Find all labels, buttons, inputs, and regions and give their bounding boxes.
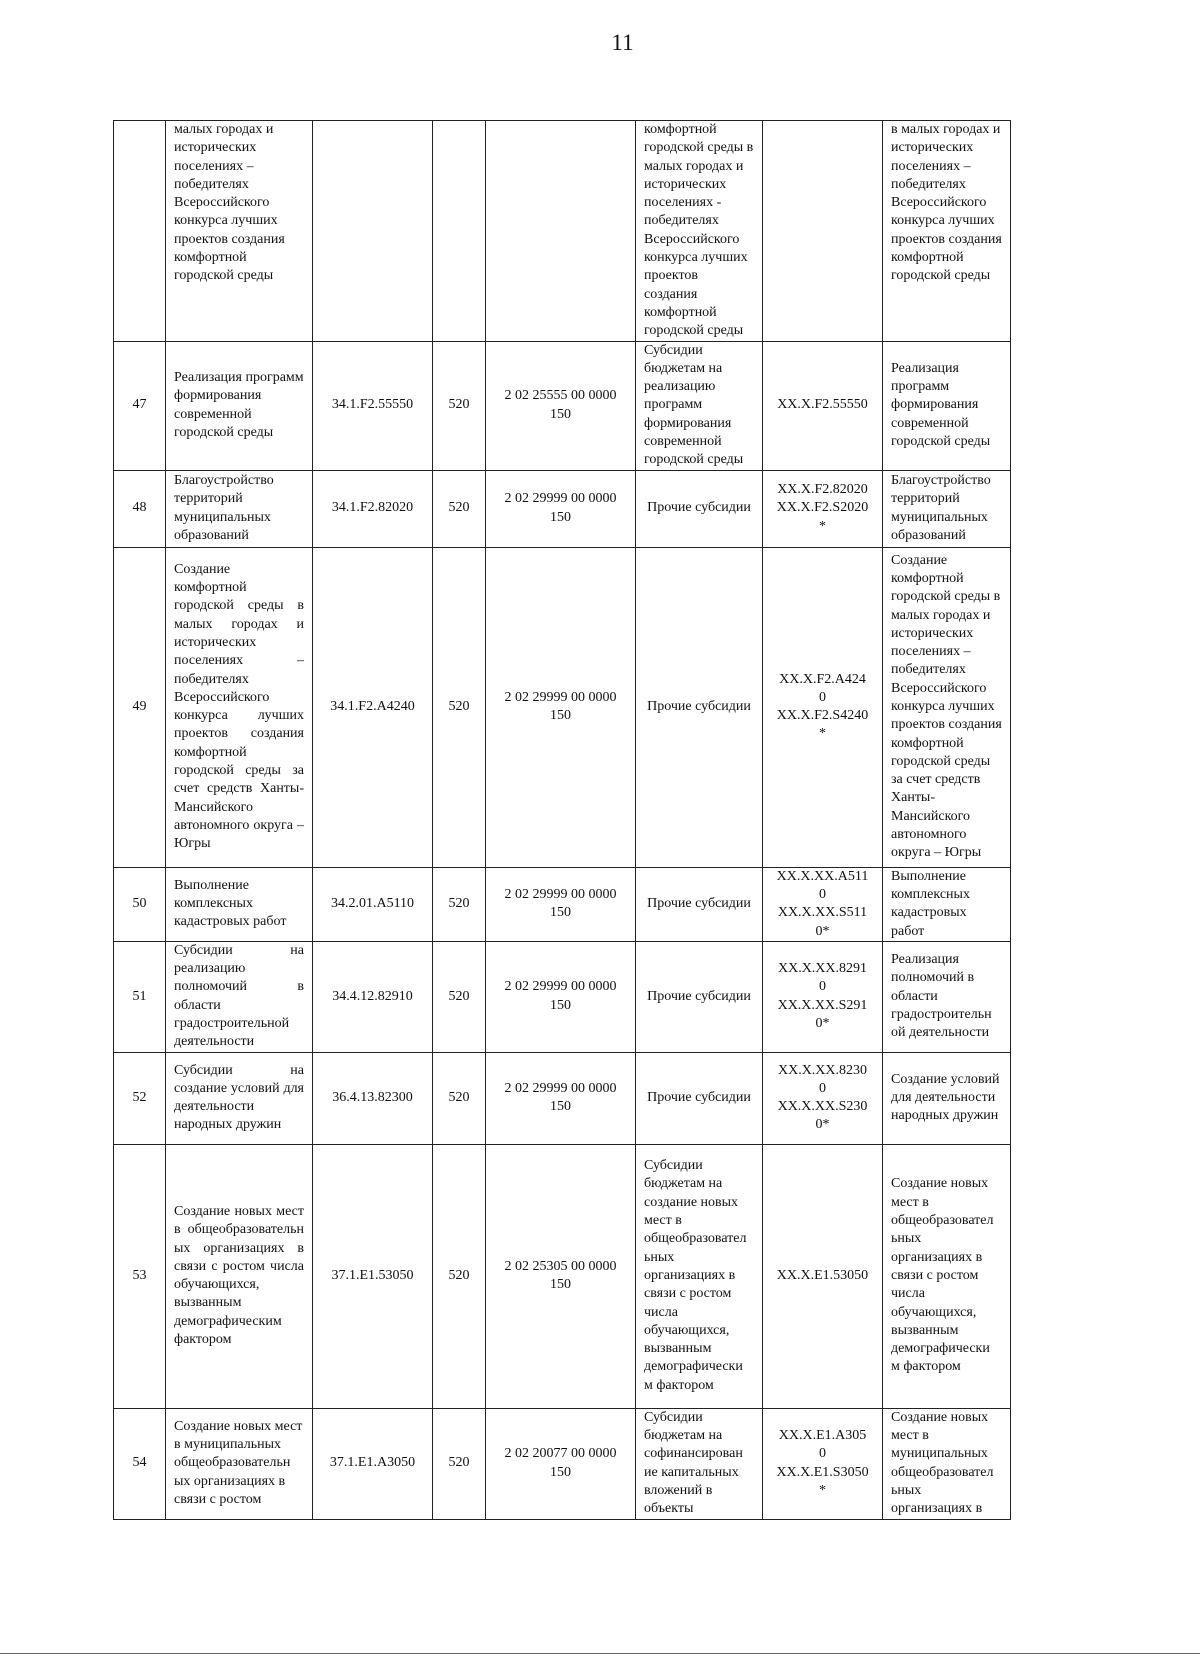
revenue-code: 2 02 29999 00 0000 150 [486,941,636,1052]
recipient-target-code [763,1052,883,1144]
table-row [114,1052,1011,1144]
revenue-code: 2 02 20077 00 0000 150 [486,1408,636,1519]
target-code-line: XX.X.XX.S291 [777,997,868,1013]
row-number [114,121,166,342]
subsidy-name: Субсидии бюджетам на создание новых мест в общеобразовател ьных организациях в связи с ростом числа обучающихся, вызванным демографически м фактором [636,1144,763,1408]
subsidy-name: комфортной городской среды в малых городах и исторических поселениях - победителях Всероссийского конкурса лучших проектов создания комфортной городской среды [636,121,763,342]
target-article-code [313,121,433,342]
expense-type [433,121,486,342]
row-number: 52 [114,1052,166,1144]
target-code-line: XX.X.F2.82020 [777,482,868,498]
subsidy-name: Прочие субсидии [636,1052,763,1144]
purpose: Создание новых мест в общеобразовател ьных организациях в связи с ростом числа обучающихся, вызванным демографически м фактором [883,1144,1011,1408]
subsidy-name: Субсидии бюджетам на реализацию программ формирования современной городской среды [636,341,763,470]
purpose: Благоустройство территорий муниципальных образований [883,470,1011,547]
recipient-target-code [763,470,883,547]
table-row [114,1144,1011,1408]
target-code-line: 0* [815,1016,830,1032]
measure-name: малых городах и исторических поселениях – победителях Всероссийского конкурса лучших проектов создания комфортной городской среды [166,121,313,342]
row-number: 53 [114,1144,166,1408]
recipient-target-code [763,1408,883,1519]
measure-name: Выполнение комплексных кадастровых работ [166,867,313,941]
revenue-code: 2 02 25555 00 0000 150 [486,341,636,470]
table-row [114,867,1011,941]
expense-type: 520 [433,941,486,1052]
revenue-code: 2 02 29999 00 0000 150 [486,547,636,867]
measure-name: Создание комфортной городской среды в малых городах и исторических поселениях – победителях Всероссийского конкурса лучших проектов создания комфортной городской среды за счет средств Ханты-Мансийского автономного округа – Югры [166,547,313,867]
table-row [114,470,1011,547]
measure-name: Реализация программ формирования современной городской среды [166,341,313,470]
expense-type: 520 [433,1052,486,1144]
target-article-code: 34.1.F2.55550 [313,341,433,470]
target-code-line: XX.X.F2.55550 [777,397,868,413]
row-number: 48 [114,470,166,547]
recipient-target-code [763,121,883,342]
target-code-line: 0 [819,1446,826,1462]
table-row [114,121,1011,342]
purpose: Выполнение комплексных кадастровых работ [883,867,1011,941]
table-row [114,1408,1011,1519]
target-code-line: XX.X.XX.A511 [776,868,869,884]
expense-type: 520 [433,1408,486,1519]
expense-type: 520 [433,547,486,867]
target-code-line: XX.X.XX.8230 [777,1062,868,1078]
row-number: 49 [114,547,166,867]
purpose: Создание условий для деятельности народных дружин [883,1052,1011,1144]
row-number: 50 [114,867,166,941]
purpose: Создание новых мест в муниципальных общеобразовател ьных организациях в [883,1408,1011,1519]
table-row [114,341,1011,470]
target-code-line: 0* [815,1117,830,1133]
subsidy-name: Прочие субсидии [636,867,763,941]
measure-name: Субсидии на реализацию полномочий в области градостроительной деятельности [166,941,313,1052]
table-row [114,547,1011,867]
recipient-target-code [763,941,883,1052]
target-article-code: 34.1.F2.82020 [313,470,433,547]
target-code-line: * [819,518,826,534]
budget-classification-table [113,120,1011,1520]
recipient-target-code [763,341,883,470]
target-code-line: 0 [819,1080,826,1096]
target-code-line: XX.X.XX.8291 [777,961,868,977]
expense-type: 520 [433,341,486,470]
expense-type: 520 [433,1144,486,1408]
purpose: Создание комфортной городской среды в малых городах и исторических поселениях – победителях Всероссийского конкурса лучших проектов создания комфортной городской среды за счет средств Ханты-Мансийского автономного округа – Югры [883,547,1011,867]
target-code-line: XX.X.XX.S511 [777,905,868,921]
expense-type: 520 [433,470,486,547]
target-article-code: 34.2.01.A5110 [313,867,433,941]
page-number: 11 [611,30,634,55]
row-number: 54 [114,1408,166,1519]
recipient-target-code [763,867,883,941]
target-code-line: XX.X.XX.S230 [777,1099,868,1115]
subsidy-name: Прочие субсидии [636,470,763,547]
purpose: Реализация полномочий в области градостроительн ой деятельности [883,941,1011,1052]
purpose: в малых городах и исторических поселениях – победителях Всероссийского конкурса лучших проектов создания комфортной городской среды [883,121,1011,342]
target-code-line: XX.X.F2.A424 [779,671,866,687]
target-code-line: XX.X.F2.S4240 [776,708,869,724]
target-code-line: 0 [819,689,826,705]
subsidy-name: Прочие субсидии [636,941,763,1052]
target-code-line: 0 [819,886,826,902]
revenue-code: 2 02 29999 00 0000 150 [486,1052,636,1144]
recipient-target-code [763,547,883,867]
target-code-line: * [819,1482,826,1498]
measure-name: Благоустройство территорий муниципальных образований [166,470,313,547]
revenue-code: 2 02 25305 00 0000 150 [486,1144,636,1408]
target-code-line: 0 [819,979,826,995]
purpose: Реализация программ формирования современной городской среды [883,341,1011,470]
measure-name: Субсидии на создание условий для деятельности народных дружин [166,1052,313,1144]
target-article-code: 37.1.E1.A3050 [313,1408,433,1519]
recipient-target-code [763,1144,883,1408]
target-article-code: 34.4.12.82910 [313,941,433,1052]
target-article-code: 34.1.F2.A4240 [313,547,433,867]
subsidy-name: Субсидии бюджетам на софинансирован ие капитальных вложений в объекты [636,1408,763,1519]
target-code-line: 0* [815,923,830,939]
target-article-code: 37.1.E1.53050 [313,1144,433,1408]
row-number: 47 [114,341,166,470]
measure-name: Создание новых мест в муниципальных общеобразовательн ых организациях в связи с ростом [166,1408,313,1519]
measure-name: Создание новых мест в общеобразовательн ых организациях в связи с ростом числа обучающихся, вызванным демографическим фактором [166,1144,313,1408]
table-row [114,941,1011,1052]
target-article-code: 36.4.13.82300 [313,1052,433,1144]
target-code-line: XX.X.E1.53050 [776,1267,869,1283]
revenue-code: 2 02 29999 00 0000 150 [486,470,636,547]
page-bottom-rule [0,1653,1200,1654]
target-code-line: XX.X.F2.S2020 [776,500,869,516]
expense-type: 520 [433,867,486,941]
revenue-code: 2 02 29999 00 0000 150 [486,867,636,941]
revenue-code [486,121,636,342]
target-code-line: XX.X.E1.S3050 [776,1464,869,1480]
target-code-line: * [819,726,826,742]
row-number: 51 [114,941,166,1052]
target-code-line: XX.X.E1.A305 [778,1428,867,1444]
subsidy-name: Прочие субсидии [636,547,763,867]
